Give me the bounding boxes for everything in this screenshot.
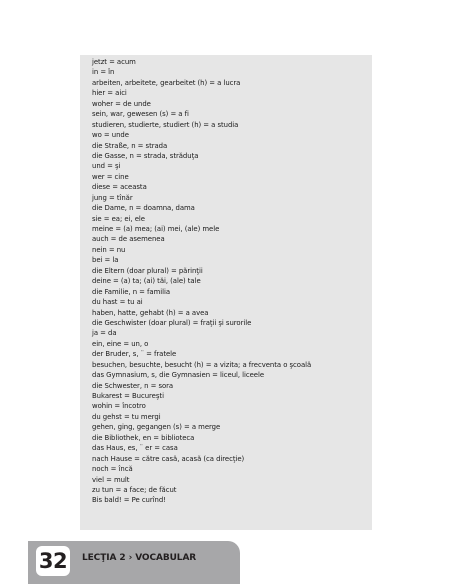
vocabulary-entry: und = şi xyxy=(92,162,121,171)
vocabulary-entry: sie = ea; ei, ele xyxy=(92,214,145,223)
vocabulary-entry: nach Hause = către casă, acasă (ca direcţie) xyxy=(92,454,245,463)
page-number-box xyxy=(36,546,70,576)
vocabulary-entry: besuchen, besuchte, besucht (h) = a vizita; a frecventa o şcoală xyxy=(92,360,312,369)
vocabulary-entry: sein, war, gewesen (s) = a fi xyxy=(92,110,189,119)
vocabulary-entry: du gehst = tu mergi xyxy=(92,412,161,421)
vocabulary-entry: diese = aceasta xyxy=(92,183,147,192)
vocabulary-entry: viel = mult xyxy=(92,475,130,484)
vocabulary-entry: nein = nu xyxy=(92,245,126,254)
vocabulary-entry: die Dame, n = doamna, dama xyxy=(92,204,195,213)
vocabulary-entry: auch = de asemenea xyxy=(92,235,165,244)
vocabulary-entry: Bukarest = Bucureşti xyxy=(92,392,164,400)
vocabulary-entry: wer = cine xyxy=(92,172,129,181)
vocabulary-entry: der Bruder, s, ¨ = fratele xyxy=(92,350,177,359)
vocabulary-entry: die Schwester, n = sora xyxy=(92,381,174,390)
vocabulary-entry: zu tun = a face; de făcut xyxy=(92,485,177,494)
vocabulary-entry: Bis bald! = Pe curînd! xyxy=(92,496,166,505)
vocabulary-entry: hier = aici xyxy=(92,89,127,98)
lesson-heading: LECŢIA 2 › VOCABULAR xyxy=(82,553,197,563)
vocabulary-entry: woher = de unde xyxy=(92,99,151,108)
vocabulary-entry: in = în xyxy=(92,68,115,77)
vocabulary-entry: jetzt = acum xyxy=(92,58,136,66)
page-number: 32 xyxy=(38,549,68,573)
vocabulary-entry: meine = (a) mea; (ai) mei, (ale) mele xyxy=(92,225,220,233)
vocabulary-entry: deine = (a) ta; (ai) tăi, (ale) tale xyxy=(92,277,201,286)
vocabulary-entry: du hast = tu ai xyxy=(92,298,143,307)
vocabulary-entry: bei = la xyxy=(92,256,119,265)
vocabulary-list xyxy=(92,57,367,506)
vocabulary-entry: die Eltern (doar plural) = părinţii xyxy=(92,266,203,275)
vocabulary-entry: gehen, ging, gegangen (s) = a merge xyxy=(92,423,221,432)
vocabulary-entry: arbeiten, arbeitete, gearbeitet (h) = a lucra xyxy=(92,78,241,87)
vocabulary-entry: ja = da xyxy=(92,329,117,338)
vocabulary-entry: das Gymnasium, s, die Gymnasien = liceul, liceele xyxy=(92,371,265,380)
vocabulary-entry: ein, eine = un, o xyxy=(92,339,149,348)
vocabulary-entry: das Haus, es, ¨ er = casa xyxy=(92,444,178,453)
vocabulary-entry: die Bibliothek, en = biblioteca xyxy=(92,433,195,442)
vocabulary-entry: haben, hatte, gehabt (h) = a avea xyxy=(92,308,209,317)
vocabulary-entry: studieren, studierte, studiert (h) = a studia xyxy=(92,120,239,129)
vocabulary-entry: jung = tînăr xyxy=(92,193,133,202)
vocabulary-entry: die Straße, n = strada xyxy=(92,141,168,150)
vocabulary-entry: noch = încă xyxy=(92,465,133,474)
vocabulary-entry: wohin = încotro xyxy=(92,402,146,411)
vocabulary-entry: die Familie, n = familia xyxy=(92,287,170,296)
vocabulary-entry: die Geschwister (doar plural) = fraţii şi surorile xyxy=(92,318,252,327)
vocabulary-entry: wo = unde xyxy=(92,131,129,140)
vocabulary-entry: die Gasse, n = strada, străduţa xyxy=(92,151,199,160)
